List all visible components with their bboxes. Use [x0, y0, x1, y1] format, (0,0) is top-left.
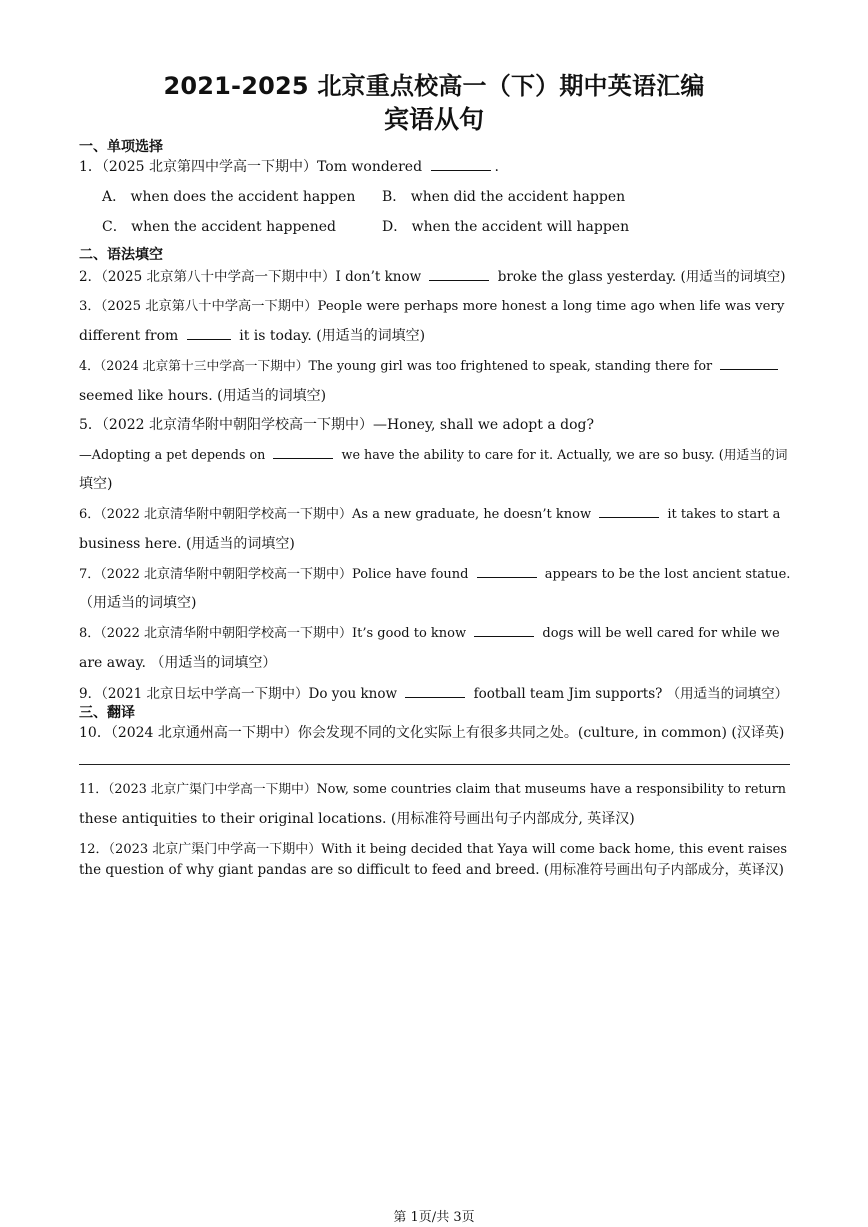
answer-blank[interactable] — [720, 355, 778, 370]
question-text: Police have found — [352, 567, 469, 582]
question-text: 你会发现不同的文化实际上有很多共同之处。(culture, in common) (汉译英) — [297, 725, 785, 741]
option-d[interactable]: D． when the accident will happen — [382, 219, 630, 235]
section-heading-single-choice: 一、单项选择 — [79, 139, 163, 155]
question-source: （2022 北京清华附中朝阳学校高一下期中） — [100, 507, 352, 522]
question-text: different from — [79, 328, 179, 344]
question-tail: . — [494, 159, 499, 175]
question-text: I don’t know — [335, 269, 422, 285]
question-source: （2025 北京第八十中学高一下期中） — [100, 299, 318, 314]
question-number: 4． — [79, 359, 100, 374]
answer-line[interactable] — [79, 764, 790, 765]
question-6 — [79, 503, 780, 522]
question-7 — [79, 563, 790, 582]
question-number: 6． — [79, 507, 101, 522]
question-text: Tom wondered — [317, 159, 423, 175]
question-text: Now, some countries claim that museums have a responsibility to return — [316, 782, 787, 797]
question-8-continued: are away. （用适当的词填空） — [79, 655, 277, 671]
answer-blank[interactable] — [429, 266, 489, 281]
question-text: The young girl was too frightened to speak, standing there for — [308, 359, 713, 374]
question-source: （2023 北京广渠门中学高一下期中） — [108, 842, 322, 857]
question-7-continued: （用适当的词填空) — [79, 595, 197, 611]
page-footer: 第 1页/共 3页 — [393, 1210, 475, 1225]
question-12 — [79, 838, 787, 857]
question-11-continued: these antiquities to their original locations. (用标准符号画出句子内部成分, 英译汉) — [79, 811, 635, 827]
question-source: （2022 北京清华附中朝阳学校高一下期中） — [100, 567, 352, 582]
question-6-continued: business here. (用适当的词填空) — [79, 536, 295, 552]
question-text: football team Jim supports? （用适当的词填空） — [473, 686, 789, 702]
question-text: dogs will be well cared for while we — [542, 626, 780, 641]
question-12-continued: the question of why giant pandas are so difficult to feed and breed. (用标准符号画出句子内部成分，英译汉) — [79, 862, 784, 878]
question-5-continued: 填空) — [79, 476, 113, 492]
question-11 — [79, 778, 786, 797]
question-text: It’s good to know — [352, 626, 467, 641]
question-source: （2025 北京第八十中学高一下期中中） — [101, 269, 336, 285]
question-text: appears to be the lost ancient statue. — [544, 567, 791, 582]
answer-blank[interactable] — [474, 622, 534, 637]
question-text: it is today. (用适当的词填空) — [239, 328, 426, 344]
option-a[interactable]: A． when does the accident happen — [102, 189, 356, 205]
question-number: 11． — [79, 782, 108, 797]
question-3 — [79, 295, 784, 314]
question-text: broke the glass yesterday. (用适当的词填空) — [497, 269, 786, 285]
question-source: （2022 北京清华附中朝阳学校高一下期中） — [101, 417, 373, 433]
question-text: we have the ability to care for it. Actually, we are so busy. (用适当的词 — [341, 448, 788, 463]
question-8 — [79, 622, 780, 641]
question-number: 3． — [79, 299, 101, 314]
answer-blank[interactable] — [187, 325, 231, 340]
section-heading-grammar-fill: 二、语法填空 — [79, 247, 163, 263]
answer-blank[interactable] — [599, 503, 659, 518]
document-title: 2021-2025 北京重点校高一（下）期中英语汇编 — [163, 72, 705, 100]
question-3-continued — [79, 325, 425, 345]
question-number: 5． — [79, 417, 102, 433]
question-source: （2021 北京日坛中学高一下期中） — [101, 686, 309, 702]
question-text: Do you know — [308, 686, 398, 702]
question-number: 1． — [79, 159, 102, 175]
question-2 — [79, 265, 786, 285]
question-number: 12． — [79, 842, 109, 857]
question-number: 9． — [79, 686, 102, 702]
question-text: it takes to start a — [667, 507, 781, 522]
answer-blank[interactable] — [273, 444, 333, 459]
option-b[interactable]: B． when did the accident happen — [382, 189, 626, 205]
question-text: As a new graduate, he doesn’t know — [352, 507, 592, 522]
question-text: —Honey, shall we adopt a dog? — [373, 417, 594, 433]
document-subtitle: 宾语从句 — [383, 105, 484, 134]
answer-blank[interactable] — [431, 156, 491, 171]
question-10 — [79, 722, 784, 742]
option-c[interactable]: C． when the accident happened — [102, 219, 336, 235]
question-number: 7． — [79, 567, 101, 582]
question-number: 2． — [79, 269, 102, 285]
answer-blank[interactable] — [477, 563, 537, 578]
question-source: （2024 北京通州高一下期中） — [110, 725, 298, 741]
question-text: —Adopting a pet depends on — [79, 448, 266, 463]
question-5 — [79, 414, 594, 434]
question-source: （2022 北京清华附中朝阳学校高一下期中） — [100, 626, 352, 641]
question-number: 8． — [79, 626, 101, 641]
question-number: 10． — [79, 725, 111, 741]
question-4-continued: seemed like hours. (用适当的词填空) — [79, 388, 327, 404]
question-text: With it being decided that Yaya will come back home, this event raises — [321, 842, 787, 857]
question-1 — [79, 156, 499, 176]
section-heading-translation: 三、翻译 — [79, 705, 135, 721]
question-9 — [79, 682, 788, 702]
question-source: （2023 北京广渠门中学高一下期中） — [107, 782, 317, 797]
question-4 — [79, 355, 782, 374]
question-source: （2025 北京第四中学高一下期中） — [101, 159, 318, 175]
answer-blank[interactable] — [405, 683, 465, 698]
question-5-continued — [79, 444, 788, 463]
question-text: People were perhaps more honest a long time ago when life was very — [317, 299, 785, 314]
question-source: （2024 北京第十三中学高一下期中） — [99, 359, 309, 374]
